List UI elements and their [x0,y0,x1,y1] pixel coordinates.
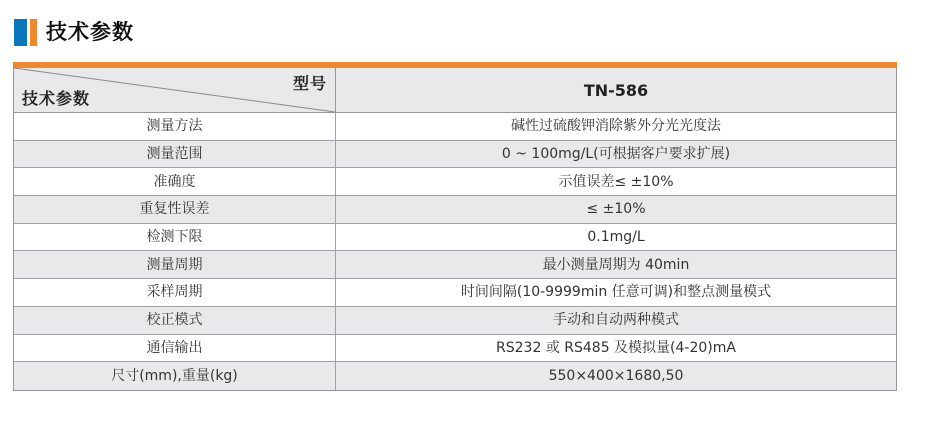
section-marker-icon [14,19,37,46]
table-row [14,335,896,363]
corner-label-params: 技术参数 [22,89,91,108]
param-cell: 尺寸(mm),重量(kg) [14,362,336,390]
table-header-row [14,68,896,113]
value-cell: ≤ ±10% [586,201,646,218]
table-row [14,251,896,279]
param-cell: 采样周期 [14,279,336,306]
param-cell: 重复性误差 [14,196,336,223]
table-row [14,196,896,224]
param-cell: 检测下限 [14,224,336,251]
table-row [14,168,896,196]
table-body [14,113,896,390]
value-cell: 0 ~ 100mg/L(可根据客户要求扩展) [501,146,731,163]
table-corner-cell [14,68,336,112]
value-cell: 示值误差≤ ±10% [558,173,674,190]
table-row [14,141,896,169]
param-cell: 测量周期 [14,251,336,278]
value-cell: 手动和自动两种模式 [553,312,679,329]
section-header [14,17,134,47]
value-cell: 碱性过硫酸钾消除紫外分光光度法 [511,118,721,135]
value-cell: 550×400×1680,50 [548,368,684,385]
value-cell: 0.1mg/L [587,229,645,246]
model-header-cell: TN-586 [583,80,649,100]
blue-bar-icon [14,19,27,46]
value-cell: 时间间隔(10-9999min 任意可调)和整点测量模式 [460,284,772,301]
section-title: 技术参数 [46,19,134,44]
param-cell: 通信输出 [14,335,336,362]
table-row [14,279,896,307]
param-cell: 准确度 [14,168,336,195]
value-cell: RS232 或 RS485 及模拟量(4-20)mA [496,339,736,356]
param-cell: 测量方法 [14,113,336,140]
value-cell: 最小测量周期为 40min [542,256,690,273]
table-row [14,113,896,141]
corner-label-model: 型号 [292,74,327,93]
param-cell: 测量范围 [14,141,336,168]
spec-table [13,63,897,391]
table-row [14,224,896,252]
table-row [14,307,896,335]
param-cell: 校正模式 [14,307,336,334]
orange-bar-icon [30,19,37,46]
table-row [14,362,896,390]
